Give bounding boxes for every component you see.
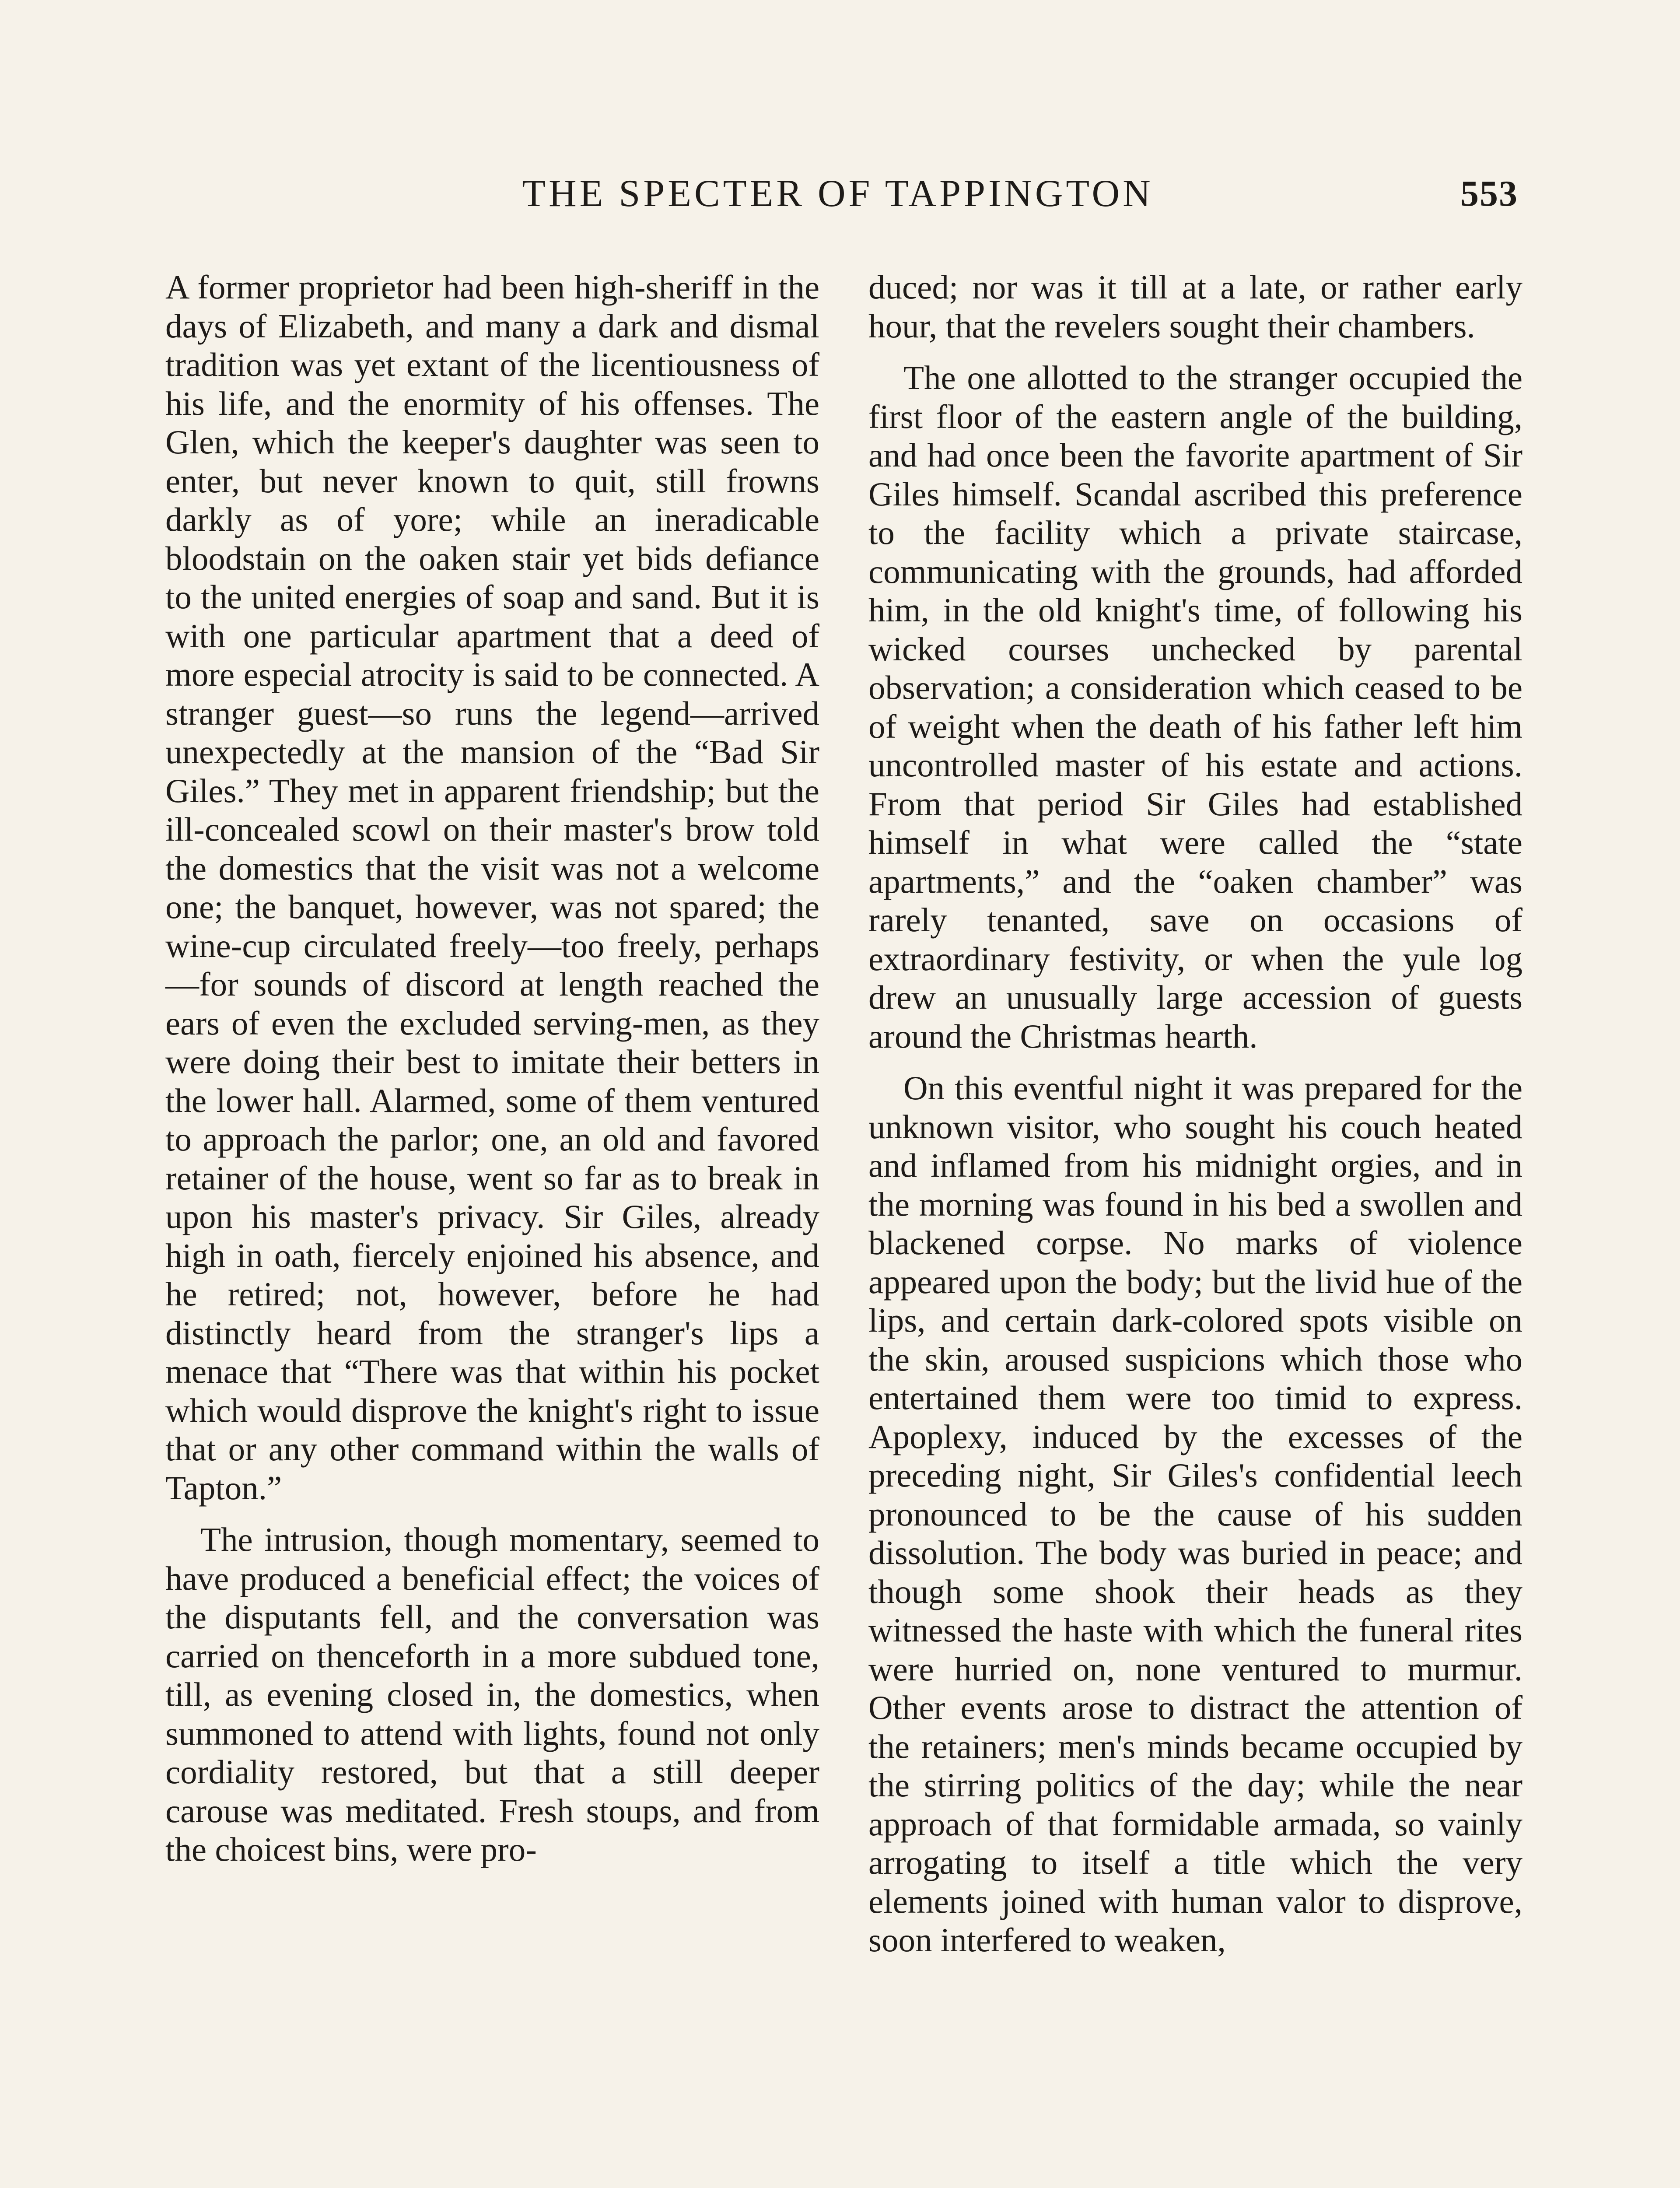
paragraph: duced; nor was it till at a late, or rather early hour, that the revelers sought their chambers. [868, 268, 1522, 345]
left-column [165, 268, 819, 1882]
running-title: THE SPECTER OF TAPPINGTON [522, 172, 1154, 215]
running-head [158, 161, 1518, 227]
paragraph: The one allotted to the stranger occupied the first floor of the eastern angle of the building, and had once been the favorite apartment of Sir Giles himself. Scandal ascribed this preference to the facility which a private staircase, communicating with the grounds, had afforded him, in the old knight's time, of following his wicked courses unchecked by parental observation; a consideration which ceased to be of weight when the death of his father left him uncontrolled master of his estate and actions. From that period Sir Giles had established himself in what were called the “state apartments,” and the “oaken chamber” was rarely tenanted, save on occasions of extraordinary festivity, or when the yule log drew an unusually large accession of guests around the Christmas hearth. [868, 359, 1522, 1055]
right-column [868, 268, 1522, 1973]
paragraph: On this eventful night it was prepared for the unknown visitor, who sought his couch heated and inflamed from his midnight orgies, and in the morning was found in his bed a swollen and blackened corpse. No marks of violence appeared upon the body; but the livid hue of the lips, and certain dark-colored spots visible on the skin, aroused suspicions which those who entertained them were too timid to express. Apoplexy, induced by the excesses of the preceding night, Sir Giles's confidential leech pronounced to be the cause of his sudden dissolution. The body was buried in peace; and though some shook their heads as they witnessed the haste with which the funeral rites were hurried on, none ventured to murmur. Other events arose to distract the attention of the retainers; men's minds became occupied by the stirring politics of the day; while the near approach of that formidable armada, so vainly arrogating to itself a title which the very elements joined with human valor to disprove, soon interfered to weaken, [868, 1069, 1522, 1959]
paragraph: A former proprietor had been high-sheriff in the days of Elizabeth, and many a dark and dismal tradition was yet extant of the licentiousness of his life, and the enormity of his offenses. The Glen, which the keeper's daughter was seen to enter, but never known to quit, still frowns darkly as of yore; while an ineradicable bloodstain on the oaken stair yet bids defiance to the united energies of soap and sand. But it is with one particular apartment that a deed of more especial atrocity is said to be connected. A stranger guest—so runs the legend—arrived unexpectedly at the mansion of the “Bad Sir Giles.” They met in apparent friendship; but the ill-concealed scowl on their master's brow told the domestics that the visit was not a welcome one; the banquet, however, was not spared; the wine-cup circulated freely—too freely, perhaps—for sounds of discord at length reached the ears of even the excluded serving-men, as they were doing their best to imitate their betters in the lower hall. Alarmed, some of them ventured to approach the parlor; one, an old and favored retainer of the house, went so far as to break in upon his master's privacy. Sir Giles, already high in oath, fiercely enjoined his absence, and he retired; not, however, before he had distinctly heard from the stranger's lips a menace that “There was that within his pocket which would disprove the knight's right to issue that or any other command within the walls of Tapton.” [165, 268, 819, 1507]
paragraph: The intrusion, though momentary, seemed to have produced a beneficial effect; the voices of the disputants fell, and the conversation was carried on thenceforth in a more subdued tone, till, as evening closed in, the domestics, when summoned to attend with lights, found not only cordiality restored, but that a still deeper carouse was meditated. Fresh stoups, and from the choicest bins, were pro- [165, 1521, 819, 1868]
page-number: 553 [1460, 173, 1518, 214]
